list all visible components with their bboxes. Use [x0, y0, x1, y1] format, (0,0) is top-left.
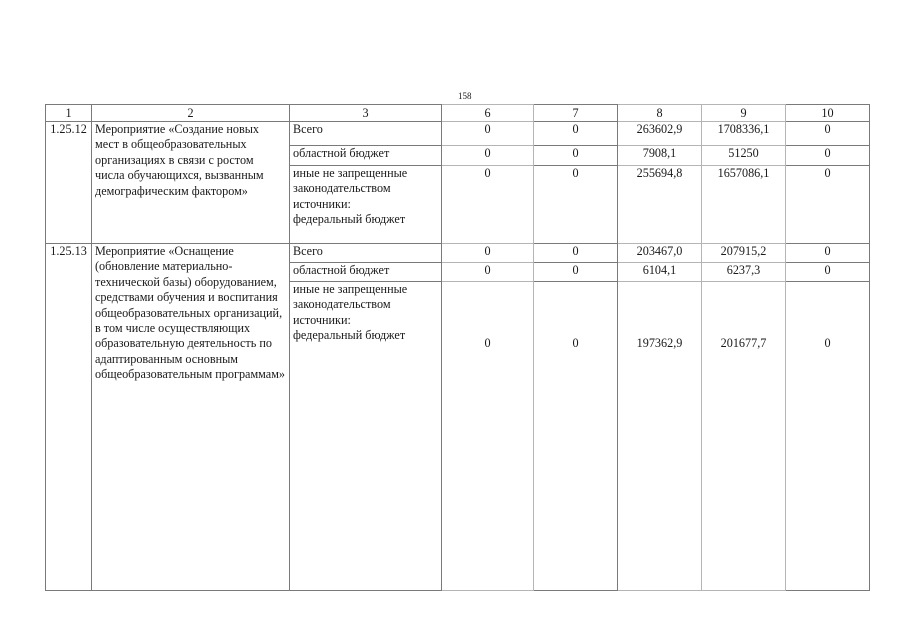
- value-col7: 0: [534, 122, 618, 146]
- funding-source: Всего: [290, 122, 442, 146]
- col-header-2: 2: [92, 105, 290, 122]
- value-col9: 1708336,1: [702, 122, 786, 146]
- value-col9: 201677,7: [702, 282, 786, 591]
- funding-source-sub: федеральный бюджет: [293, 328, 406, 343]
- table-row: [46, 122, 870, 146]
- value-col6: 0: [442, 122, 534, 146]
- value-col10: 0: [786, 263, 870, 282]
- header-row: [46, 105, 870, 122]
- value-col7: 0: [534, 166, 618, 244]
- funding-source-sub: федеральный бюджет: [293, 212, 406, 227]
- funding-source-label: иные не запрещенные законодательством источники:: [293, 282, 408, 327]
- value-col9: 51250: [702, 146, 786, 166]
- value-col8: 7908,1: [618, 146, 702, 166]
- value-col8: 263602,9: [618, 122, 702, 146]
- row-description: Мероприятие «Создание новых мест в общеобразовательных организациях в связи с ростом числа обучающихся, вызванным демографическим фактором»: [92, 122, 290, 244]
- value-col6: 0: [442, 263, 534, 282]
- funding-source: [290, 282, 442, 591]
- col-header-9: 9: [702, 105, 786, 122]
- value-col10: 0: [786, 282, 870, 591]
- funding-source: областной бюджет: [290, 146, 442, 166]
- row-description: Мероприятие «Оснащение (обновление материально-технической базы) оборудованием, средствами обучения и воспитания общеобразовательных организаций, в том числе осуществляющих образовательную деятельность по адаптированным основным общеобразовательным программам»: [92, 244, 290, 591]
- value-col10: 0: [786, 166, 870, 244]
- value-col6: 0: [442, 244, 534, 263]
- value-col10: 0: [786, 122, 870, 146]
- value-col7: 0: [534, 282, 618, 591]
- funding-source: Всего: [290, 244, 442, 263]
- col-header-6: 6: [442, 105, 534, 122]
- value-col7: 0: [534, 263, 618, 282]
- value-col6: 0: [442, 282, 534, 591]
- value-col7: 0: [534, 146, 618, 166]
- funding-source: [290, 166, 442, 244]
- page-number: 158: [458, 91, 472, 101]
- col-header-10: 10: [786, 105, 870, 122]
- funding-source: областной бюджет: [290, 263, 442, 282]
- col-header-8: 8: [618, 105, 702, 122]
- value-col6: 0: [442, 166, 534, 244]
- row-code: 1.25.13: [46, 244, 92, 591]
- value-col8: 255694,8: [618, 166, 702, 244]
- value-col10: 0: [786, 146, 870, 166]
- value-col9: 1657086,1: [702, 166, 786, 244]
- value-col9: 207915,2: [702, 244, 786, 263]
- value-col8: 197362,9: [618, 282, 702, 591]
- value-col10: 0: [786, 244, 870, 263]
- value-col8: 203467,0: [618, 244, 702, 263]
- value-col7: 0: [534, 244, 618, 263]
- col-header-7: 7: [534, 105, 618, 122]
- budget-table: [45, 104, 870, 591]
- funding-source-label: иные не запрещенные законодательством источники:: [293, 166, 408, 211]
- col-header-1: 1: [46, 105, 92, 122]
- value-col8: 6104,1: [618, 263, 702, 282]
- value-col9: 6237,3: [702, 263, 786, 282]
- row-code: 1.25.12: [46, 122, 92, 244]
- table-row: [46, 244, 870, 263]
- value-col6: 0: [442, 146, 534, 166]
- col-header-3: 3: [290, 105, 442, 122]
